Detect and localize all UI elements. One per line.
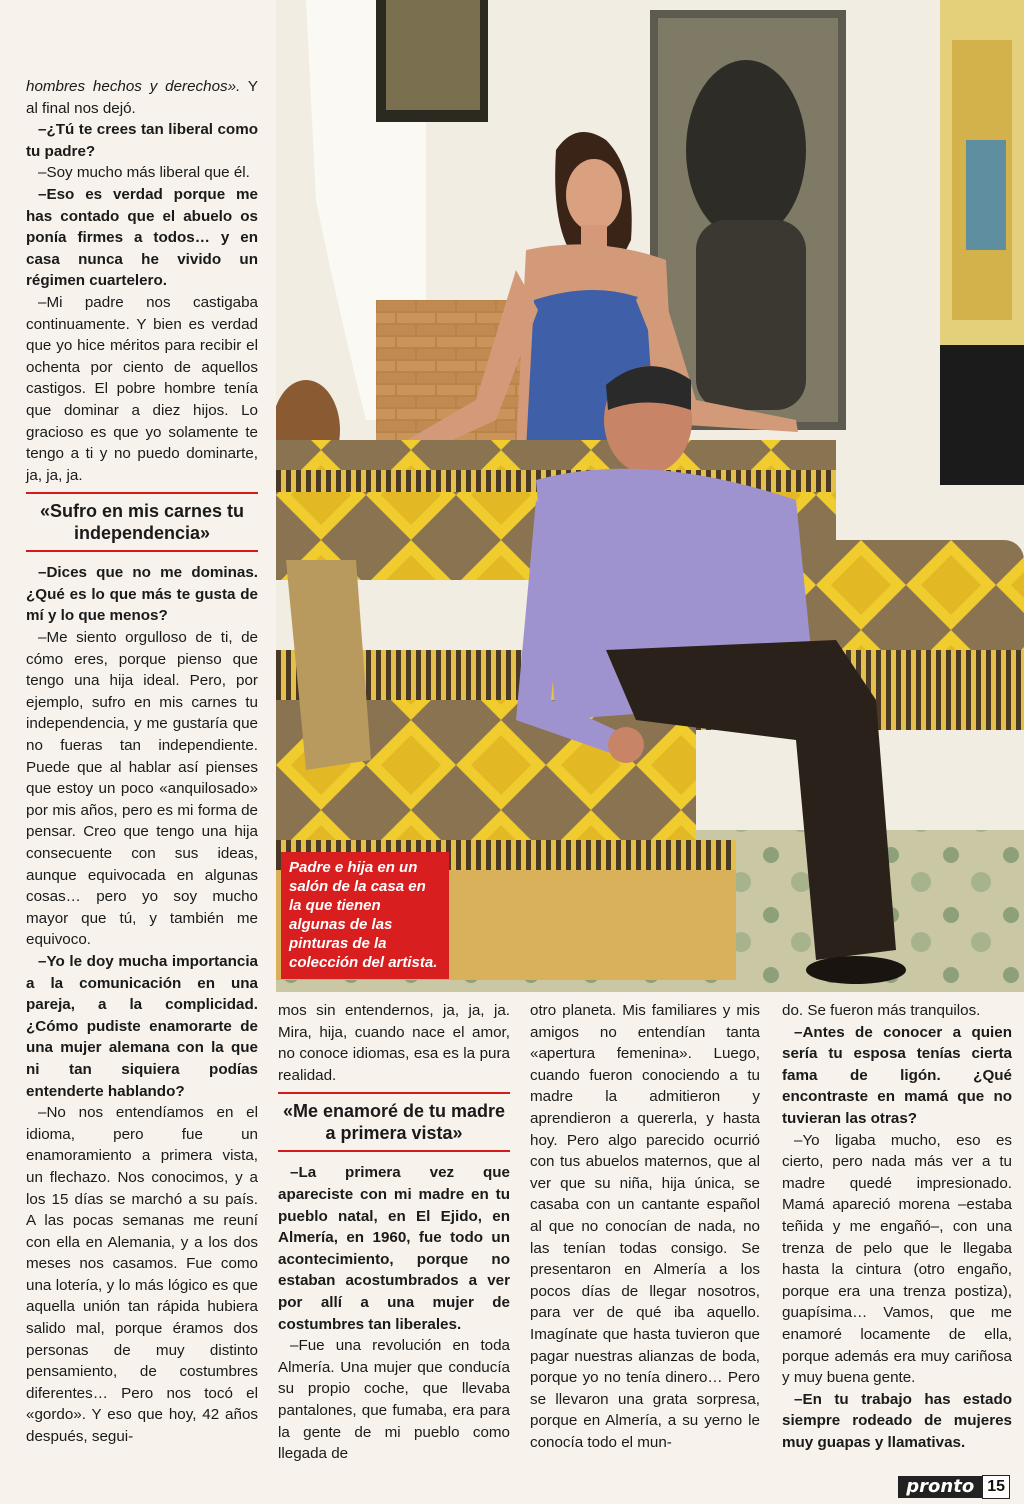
question: –En tu trabajo has estado siempre rodeado de mujeres muy guapas y llamativas. — [782, 1390, 1012, 1451]
magazine-logo: pronto — [898, 1476, 982, 1498]
answer: –Soy mucho más liberal que él. — [38, 164, 250, 182]
article-column-2 — [278, 1000, 510, 1465]
paragraph — [26, 76, 258, 119]
answer: –No nos entendíamos en el idioma, pero fue un enamoramiento a primera vista, un flechazo. Nos conocimos, y a los 15 días se marchó a su país. A las pocas semanas me reuní con ella en Alemania, y a los dos meses nos casamos. Fue como una lotería, y lo más lógico es que aquella unión tan rápida hubiera salido mal, porque éramos dos personas de muy distinto pensamiento, de costumbres diferentes… Pero nos tocó el «gordo». Y eso que hoy, 42 años después, segui- — [26, 1104, 258, 1446]
section-subhead: «Me enamoré de tu madre a primera vista» — [278, 1092, 510, 1152]
question: –Eso es verdad porque me has contado que el abuelo os ponía firmes a todos… y en casa nunca he vivido un régimen cuartelero. — [26, 185, 258, 290]
photo-caption: Padre e hija en un salón de la casa en la que tienen algunas de las pinturas de la colección del artista. — [281, 852, 449, 979]
question: –Dices que no me dominas. ¿Qué es lo que más te gusta de mí y lo que menos? — [26, 564, 258, 625]
article-photo — [276, 0, 1024, 992]
answer: –Me siento orgulloso de ti, de cómo eres, porque pienso que tengo una hija ideal. Pero, por ejemplo, sufro en mis carnes tu independencia, y me gustaría que no fueras tan independiente. Puede que al hablar así pienses que estoy un poco «anquilosado» por mis años, pero es mi forma de pensar. Creo que tengo una hija consecuente con sus ideas, aunque equivocada en algunas cosas… pero yo soy mucho mayor que tú, y también me equivoco. — [26, 629, 258, 949]
answer: –Fue una revolución en toda Almería. Una mujer que conducía su propio coche, que llevaba pantalones, que fumaba, era para la gente de mi pueblo como llegada de — [278, 1337, 510, 1463]
text-fragment: Y al final nos dejó. — [26, 78, 259, 117]
answer: –Yo ligaba mucho, eso es cierto, pero nada más ver a tu madre quedé impresionado. Mamá apareció morena –estaba teñida y me engañó–, con una trenza de pelo que le llegaba hasta la cintura (otro engaño, porque era una trenza postiza), guapísima… Vamos, que me enamoré locamente de ella, porque además era muy cariñosa y muy buena gente. — [782, 1131, 1012, 1387]
question: –La primera vez que apareciste con mi madre en tu pueblo natal, en El Ejido, en Almería, en 1960, fue todo un acontecimiento, porque no estaban acostumbrados a ver por allí a una mujer de costumbres tan liberales. — [278, 1164, 510, 1333]
question: –¿Tú te crees tan liberal como tu padre? — [26, 121, 258, 160]
page-footer — [898, 1476, 1010, 1498]
article-column-4 — [782, 1000, 1012, 1453]
answer-continued: do. Se fueron más tranquilos. — [782, 1002, 981, 1019]
page-number: 15 — [982, 1475, 1010, 1499]
answer-continued: mos sin entendernos, ja, ja, ja. Mira, hija, cuando nace el amor, no conoce idiomas, esa es la pura realidad. — [278, 1002, 510, 1084]
question: –Yo le doy mucha importancia a la comunicación en una pareja, a la complicidad. ¿Cómo pudiste enamorarte de una mujer alemana con la que ni tan siquiera podías entenderte hablando? — [26, 952, 258, 1100]
article-column-1 — [26, 76, 258, 1448]
quote-fragment: hombres hechos y derechos». — [26, 78, 241, 95]
article-column-3 — [530, 1000, 760, 1453]
answer: –Mi padre nos castigaba continuamente. Y bien es verdad que yo hice méritos para recibir el ochenta por ciento de aquellos castigos. El pobre hombre tenía que dominar a diez hijos. Lo gracioso es que yo solamente te tengo a ti y no puedo dominarte, ja, ja, ja. — [26, 293, 258, 484]
section-subhead: «Sufro en mis carnes tu independencia» — [26, 492, 258, 552]
question: –Antes de conocer a quien sería tu esposa tenías cierta fama de ligón. ¿Qué encontraste en mamá que no tuvieran las otras? — [782, 1023, 1012, 1127]
answer-continued: otro planeta. Mis familiares y mis amigos no entendían tanta «apertura femenina». Luego, cuando fueron conociendo a tu madre la admitieron y aprendieron a quererla, y hasta hoy. Pero algo parecido ocurrió con tus abuelos maternos, que al ver que su niña, hija única, se casaba con un cantante español al que no conocían de nada, no las tenían todas consigo. Se presentaron en Almería a los pocos días de llegar nosotros, para ver de qué iba aquello. Imagínate que hasta tuvieron que pagar nuestras alianzas de boda, porque yo no tenía dinero… Pero se llevaron una grata sorpresa, porque en Almería, a su yerno le conocía todo el mun- — [530, 1002, 760, 1451]
photo-illustration — [276, 0, 1024, 992]
